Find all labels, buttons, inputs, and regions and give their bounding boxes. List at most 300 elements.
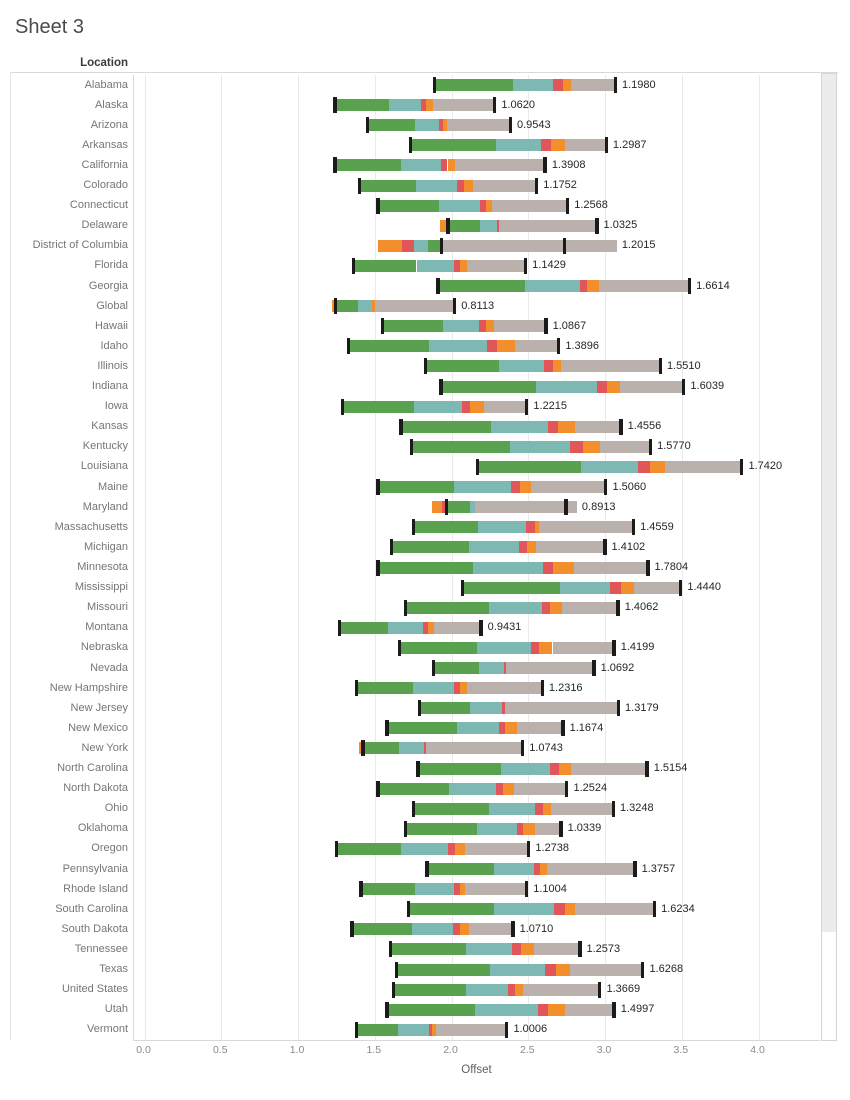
bar-cap[interactable] <box>493 97 496 113</box>
bar-segment-teal[interactable] <box>581 461 639 473</box>
bar-segment-green[interactable] <box>350 340 428 352</box>
bar-segment-teal[interactable] <box>477 642 531 654</box>
bar-segment-red[interactable] <box>542 602 550 614</box>
bar-segment-red[interactable] <box>526 521 535 533</box>
bar-cap[interactable] <box>564 499 567 515</box>
bar-segment-orange[interactable] <box>540 863 547 875</box>
bar-cap[interactable] <box>385 1002 388 1018</box>
bar-segment-green[interactable] <box>440 280 525 292</box>
bar-segment-teal[interactable] <box>560 582 610 594</box>
bar-segment-orange[interactable] <box>558 421 575 433</box>
bar-segment-green[interactable] <box>448 501 470 513</box>
bar-segment-orange[interactable] <box>563 79 572 91</box>
bar-segment-teal[interactable] <box>490 964 545 976</box>
bar-segment-teal[interactable] <box>501 763 550 775</box>
bar-cap[interactable] <box>395 962 398 978</box>
bar-cap[interactable] <box>541 680 544 696</box>
bar-cap[interactable] <box>604 479 607 495</box>
bar-segment-orange[interactable] <box>515 984 523 996</box>
row-label[interactable]: Vermont <box>87 1023 128 1036</box>
bar-cap[interactable] <box>409 137 412 153</box>
row-label[interactable]: Indiana <box>91 380 128 393</box>
bar-segment-orange[interactable] <box>448 159 455 171</box>
bar-segment-green[interactable] <box>450 220 481 232</box>
bar-cap[interactable] <box>740 459 743 475</box>
bar-segment-teal[interactable] <box>415 119 439 131</box>
row-label[interactable]: Tennessee <box>74 942 128 955</box>
bar-segment-green[interactable] <box>415 521 478 533</box>
bar-segment-gray[interactable] <box>553 642 613 654</box>
bar-segment-gray[interactable] <box>436 1024 505 1036</box>
bar-segment-gray[interactable] <box>600 441 649 453</box>
bar-segment-gray[interactable] <box>467 682 540 694</box>
bar-segment-green[interactable] <box>407 602 489 614</box>
bar-cap[interactable] <box>433 77 436 93</box>
bar-cap[interactable] <box>350 921 353 937</box>
bar-cap[interactable] <box>563 238 566 254</box>
bar-segment-teal[interactable] <box>417 260 455 272</box>
bar-segment-red[interactable] <box>550 763 559 775</box>
bar-cap[interactable] <box>619 419 622 435</box>
bar-cap[interactable] <box>535 178 538 194</box>
row-label[interactable]: Alaska <box>94 98 128 111</box>
bar-cap[interactable] <box>335 841 338 857</box>
bar-segment-green[interactable] <box>428 240 440 252</box>
bar-segment-orange[interactable] <box>607 381 620 393</box>
bar-segment-orange[interactable] <box>432 501 442 513</box>
bar-segment-gray[interactable] <box>562 602 616 614</box>
row-label[interactable]: Nevada <box>90 661 128 674</box>
bar-segment-gray[interactable] <box>536 541 603 553</box>
row-label[interactable]: Oklahoma <box>77 822 128 835</box>
bar-segment-green[interactable] <box>410 903 494 915</box>
bar-segment-teal[interactable] <box>401 843 448 855</box>
bar-segment-orange[interactable] <box>503 783 513 795</box>
bar-segment-red[interactable] <box>511 481 520 493</box>
bar-segment-gray[interactable] <box>534 943 579 955</box>
row-label[interactable]: Texas <box>99 963 128 976</box>
bar-segment-teal[interactable] <box>469 541 520 553</box>
bar-cap[interactable] <box>376 479 379 495</box>
bar-cap[interactable] <box>592 660 595 676</box>
row-label[interactable]: Colorado <box>83 179 128 192</box>
bar-cap[interactable] <box>376 198 379 214</box>
bar-segment-gray[interactable] <box>426 742 521 754</box>
bar-segment-gray[interactable] <box>434 622 479 634</box>
bar-segment-teal[interactable] <box>478 521 526 533</box>
bar-segment-teal[interactable] <box>477 823 517 835</box>
bar-segment-gray[interactable] <box>475 501 564 513</box>
bar-segment-green[interactable] <box>344 401 414 413</box>
bar-segment-green[interactable] <box>380 200 439 212</box>
bar-segment-teal[interactable] <box>414 240 428 252</box>
bar-segment-orange[interactable] <box>464 180 472 192</box>
row-label[interactable]: Pennsylvania <box>62 862 128 875</box>
bar-segment-gray[interactable] <box>571 763 645 775</box>
bar-segment-teal[interactable] <box>510 441 570 453</box>
bar-segment-gray[interactable] <box>433 99 493 111</box>
bar-segment-gray[interactable] <box>484 401 525 413</box>
bar-cap[interactable] <box>612 801 615 817</box>
bar-segment-orange[interactable] <box>455 843 465 855</box>
bar-cap[interactable] <box>511 921 514 937</box>
bar-cap[interactable] <box>598 982 601 998</box>
bar-cap[interactable] <box>440 238 443 254</box>
bar-segment-teal[interactable] <box>479 662 504 674</box>
bar-segment-green[interactable] <box>358 1024 398 1036</box>
bar-segment-green[interactable] <box>380 783 449 795</box>
row-label[interactable]: Oregon <box>91 842 128 855</box>
bar-cap[interactable] <box>412 519 415 535</box>
bar-segment-red[interactable] <box>519 541 527 553</box>
bar-segment-red[interactable] <box>544 360 553 372</box>
row-label[interactable]: Maryland <box>82 500 128 513</box>
bar-cap[interactable] <box>404 600 407 616</box>
bar-segment-green[interactable] <box>479 461 580 473</box>
bar-segment-green[interactable] <box>337 300 358 312</box>
bar-segment-red[interactable] <box>553 79 563 91</box>
bar-segment-gray[interactable] <box>514 783 566 795</box>
bar-segment-gray[interactable] <box>494 320 545 332</box>
bar-cap[interactable] <box>617 700 620 716</box>
row-label[interactable]: South Dakota <box>61 922 128 935</box>
bar-segment-green[interactable] <box>421 702 470 714</box>
bar-segment-orange[interactable] <box>553 562 574 574</box>
bar-segment-gray[interactable] <box>575 421 620 433</box>
bar-segment-green[interactable] <box>407 823 477 835</box>
bar-segment-gray[interactable] <box>469 923 512 935</box>
row-label[interactable]: Florida <box>94 259 128 272</box>
bar-segment-teal[interactable] <box>480 220 497 232</box>
bar-cap[interactable] <box>432 660 435 676</box>
bar-segment-teal[interactable] <box>496 139 541 151</box>
bar-segment-green[interactable] <box>389 1004 475 1016</box>
row-label[interactable]: Arizona <box>90 118 128 131</box>
bar-segment-gray[interactable] <box>565 1004 612 1016</box>
bar-cap[interactable] <box>381 318 384 334</box>
bar-cap[interactable] <box>334 298 337 314</box>
bar-cap[interactable] <box>561 720 564 736</box>
bar-segment-red[interactable] <box>512 943 521 955</box>
row-label[interactable]: Global <box>96 299 128 312</box>
bar-cap[interactable] <box>439 379 442 395</box>
bar-segment-teal[interactable] <box>415 883 454 895</box>
bar-segment-teal[interactable] <box>494 863 534 875</box>
bar-segment-gray[interactable] <box>506 662 592 674</box>
bar-cap[interactable] <box>399 419 402 435</box>
bar-segment-green[interactable] <box>395 984 466 996</box>
bar-cap[interactable] <box>645 761 648 777</box>
bar-segment-green[interactable] <box>398 964 490 976</box>
bar-cap[interactable] <box>612 640 615 656</box>
row-label[interactable]: South Carolina <box>55 902 128 915</box>
bar-cap[interactable] <box>418 700 421 716</box>
bar-cap[interactable] <box>333 157 336 173</box>
row-label[interactable]: Montana <box>85 621 128 634</box>
bar-segment-orange[interactable] <box>521 943 534 955</box>
row-label[interactable]: Michigan <box>83 540 128 553</box>
bar-segment-green[interactable] <box>365 742 400 754</box>
bar-segment-orange[interactable] <box>550 602 562 614</box>
bar-cap[interactable] <box>679 580 682 596</box>
bar-segment-red[interactable] <box>508 984 515 996</box>
bar-segment-green[interactable] <box>380 562 474 574</box>
bar-cap[interactable] <box>446 218 449 234</box>
bar-segment-red[interactable] <box>531 642 539 654</box>
row-label[interactable]: Ohio <box>104 802 128 815</box>
row-label[interactable]: Delaware <box>81 219 128 232</box>
bar-segment-red[interactable] <box>453 923 460 935</box>
bar-segment-orange[interactable] <box>378 240 402 252</box>
bar-cap[interactable] <box>333 97 336 113</box>
row-label[interactable]: Mississippi <box>74 581 128 594</box>
bar-cap[interactable] <box>404 821 407 837</box>
bar-segment-gray[interactable] <box>455 159 544 171</box>
row-label[interactable]: Alabama <box>84 78 128 91</box>
bar-cap[interactable] <box>566 198 569 214</box>
bar-cap[interactable] <box>352 258 355 274</box>
bar-segment-gray[interactable] <box>539 521 632 533</box>
bar-segment-red[interactable] <box>541 139 551 151</box>
bar-segment-green[interactable] <box>341 622 388 634</box>
bar-cap[interactable] <box>376 560 379 576</box>
bar-segment-green[interactable] <box>436 79 513 91</box>
bar-cap[interactable] <box>565 781 568 797</box>
bar-cap[interactable] <box>347 338 350 354</box>
bar-cap[interactable] <box>559 821 562 837</box>
bar-segment-red[interactable] <box>638 461 649 473</box>
bar-segment-gray[interactable] <box>568 501 577 513</box>
bar-segment-gray[interactable] <box>473 180 535 192</box>
bar-segment-gray[interactable] <box>443 240 563 252</box>
bar-segment-orange[interactable] <box>553 360 561 372</box>
bar-cap[interactable] <box>479 620 482 636</box>
bar-segment-green[interactable] <box>415 803 489 815</box>
bar-segment-orange[interactable] <box>539 642 553 654</box>
bar-cap[interactable] <box>525 881 528 897</box>
row-label[interactable]: Rhode Island <box>63 882 128 895</box>
bar-segment-green[interactable] <box>337 99 389 111</box>
bar-segment-gray[interactable] <box>375 300 453 312</box>
bar-segment-teal[interactable] <box>388 622 423 634</box>
bar-segment-teal[interactable] <box>389 99 421 111</box>
bar-segment-orange[interactable] <box>548 1004 565 1016</box>
row-label[interactable]: New York <box>81 741 128 754</box>
bar-segment-teal[interactable] <box>454 481 511 493</box>
bar-segment-gray[interactable] <box>571 79 613 91</box>
bar-cap[interactable] <box>524 258 527 274</box>
bar-cap[interactable] <box>359 881 362 897</box>
row-label[interactable]: Kentucky <box>82 440 128 453</box>
bar-segment-teal[interactable] <box>457 722 498 734</box>
bar-segment-gray[interactable] <box>467 260 523 272</box>
bar-segment-green[interactable] <box>384 320 443 332</box>
bar-cap[interactable] <box>525 399 528 415</box>
bar-cap[interactable] <box>603 539 606 555</box>
bar-segment-gray[interactable] <box>535 823 559 835</box>
bar-cap[interactable] <box>612 1002 615 1018</box>
bar-segment-gray[interactable] <box>499 220 595 232</box>
bar-cap[interactable] <box>578 941 581 957</box>
bar-segment-gray[interactable] <box>565 139 605 151</box>
bar-segment-orange[interactable] <box>587 280 599 292</box>
bar-segment-red[interactable] <box>457 180 464 192</box>
bar-segment-teal[interactable] <box>401 159 441 171</box>
bar-segment-gray[interactable] <box>551 803 611 815</box>
bar-segment-red[interactable] <box>499 722 506 734</box>
bar-segment-gray[interactable] <box>531 481 605 493</box>
bar-cap[interactable] <box>366 117 369 133</box>
bar-segment-gray[interactable] <box>665 461 740 473</box>
bar-segment-gray[interactable] <box>561 360 659 372</box>
bar-cap[interactable] <box>614 77 617 93</box>
bar-segment-green[interactable] <box>403 421 491 433</box>
bar-segment-teal[interactable] <box>398 1024 429 1036</box>
bar-segment-gray[interactable] <box>570 964 641 976</box>
bar-segment-red[interactable] <box>496 783 504 795</box>
row-label[interactable]: North Dakota <box>63 782 128 795</box>
bar-segment-orange[interactable] <box>523 823 535 835</box>
bar-segment-gray[interactable] <box>447 119 509 131</box>
bar-cap[interactable] <box>392 982 395 998</box>
bar-segment-red[interactable] <box>535 803 543 815</box>
row-label[interactable]: Louisiana <box>80 460 128 473</box>
bar-segment-green[interactable] <box>443 381 537 393</box>
row-label[interactable]: Kansas <box>91 420 128 433</box>
bar-cap[interactable] <box>436 278 439 294</box>
bar-cap[interactable] <box>398 640 401 656</box>
bar-segment-teal[interactable] <box>412 923 453 935</box>
bar-segment-red[interactable] <box>545 964 556 976</box>
bar-segment-gray[interactable] <box>517 722 562 734</box>
row-label[interactable]: District of Columbia <box>32 239 128 252</box>
bar-cap[interactable] <box>595 218 598 234</box>
bar-cap[interactable] <box>653 901 656 917</box>
bar-segment-orange[interactable] <box>426 99 433 111</box>
bar-segment-gray[interactable] <box>465 883 524 895</box>
bar-segment-teal[interactable] <box>413 682 454 694</box>
bar-cap[interactable] <box>605 137 608 153</box>
bar-segment-teal[interactable] <box>489 803 535 815</box>
bar-cap[interactable] <box>632 519 635 535</box>
bar-segment-teal[interactable] <box>499 360 544 372</box>
bar-segment-green[interactable] <box>412 139 496 151</box>
bar-segment-green[interactable] <box>363 883 415 895</box>
bar-segment-orange[interactable] <box>551 139 565 151</box>
bar-segment-gray[interactable] <box>634 582 679 594</box>
bar-segment-red[interactable] <box>448 843 455 855</box>
bar-cap[interactable] <box>616 600 619 616</box>
row-label[interactable]: Nebraska <box>80 641 128 654</box>
bar-cap[interactable] <box>509 117 512 133</box>
bar-cap[interactable] <box>424 358 427 374</box>
bar-segment-red[interactable] <box>597 381 607 393</box>
bar-segment-red[interactable] <box>543 562 553 574</box>
row-label[interactable]: Maine <box>98 480 128 493</box>
bar-segment-gray[interactable] <box>566 240 617 252</box>
bar-cap[interactable] <box>543 157 546 173</box>
bar-cap[interactable] <box>410 439 413 455</box>
bar-segment-green[interactable] <box>380 481 454 493</box>
bar-segment-orange[interactable] <box>565 903 576 915</box>
bar-segment-teal[interactable] <box>536 381 597 393</box>
row-label[interactable]: California <box>81 158 128 171</box>
bar-segment-green[interactable] <box>420 763 501 775</box>
bar-cap[interactable] <box>358 178 361 194</box>
bar-segment-gray[interactable] <box>492 200 565 212</box>
bar-segment-gray[interactable] <box>547 863 633 875</box>
bar-segment-orange[interactable] <box>556 964 569 976</box>
row-label[interactable]: Arkansas <box>82 138 128 151</box>
bar-segment-gray[interactable] <box>599 280 688 292</box>
bar-segment-orange[interactable] <box>621 582 633 594</box>
bar-cap[interactable] <box>416 761 419 777</box>
bar-segment-teal[interactable] <box>399 742 424 754</box>
bar-segment-teal[interactable] <box>475 1004 538 1016</box>
bar-segment-gray[interactable] <box>505 702 617 714</box>
bar-segment-orange[interactable] <box>527 541 536 553</box>
row-label[interactable]: New Mexico <box>68 721 128 734</box>
bar-segment-gray[interactable] <box>523 984 598 996</box>
bar-segment-orange[interactable] <box>520 481 531 493</box>
bar-segment-orange[interactable] <box>505 722 516 734</box>
bar-cap[interactable] <box>385 720 388 736</box>
bar-segment-green[interactable] <box>393 541 468 553</box>
bar-segment-teal[interactable] <box>525 280 580 292</box>
row-label[interactable]: Hawaii <box>94 319 128 332</box>
bar-segment-green[interactable] <box>429 863 494 875</box>
bar-segment-orange[interactable] <box>460 923 469 935</box>
bar-segment-teal[interactable] <box>466 943 513 955</box>
bar-segment-teal[interactable] <box>513 79 553 91</box>
bar-segment-green[interactable] <box>435 662 479 674</box>
row-label[interactable]: Illinois <box>97 359 128 372</box>
bar-segment-teal[interactable] <box>473 562 543 574</box>
bar-cap[interactable] <box>633 861 636 877</box>
bar-segment-orange[interactable] <box>559 763 571 775</box>
vertical-scrollbar[interactable] <box>821 73 837 1041</box>
bar-cap[interactable] <box>355 680 358 696</box>
bar-segment-green[interactable] <box>361 180 415 192</box>
bar-cap[interactable] <box>338 620 341 636</box>
bar-segment-orange[interactable] <box>486 320 494 332</box>
bar-segment-green[interactable] <box>338 843 401 855</box>
bar-cap[interactable] <box>412 801 415 817</box>
bar-segment-green[interactable] <box>392 943 466 955</box>
bar-segment-green[interactable] <box>354 923 412 935</box>
bar-segment-orange[interactable] <box>497 340 515 352</box>
bar-cap[interactable] <box>390 539 393 555</box>
bar-cap[interactable] <box>407 901 410 917</box>
bar-cap[interactable] <box>389 941 392 957</box>
bar-cap[interactable] <box>425 861 428 877</box>
bar-segment-red[interactable] <box>462 401 470 413</box>
bar-segment-teal[interactable] <box>416 180 457 192</box>
bar-segment-teal[interactable] <box>489 602 542 614</box>
bar-cap[interactable] <box>453 298 456 314</box>
bar-segment-green[interactable] <box>369 119 415 131</box>
bar-cap[interactable] <box>361 740 364 756</box>
row-label[interactable]: Missouri <box>87 601 128 614</box>
bar-segment-green[interactable] <box>358 682 412 694</box>
bar-cap[interactable] <box>521 740 524 756</box>
bar-segment-gray[interactable] <box>574 562 646 574</box>
bar-segment-red[interactable] <box>570 441 583 453</box>
bar-segment-teal[interactable] <box>439 200 480 212</box>
bar-segment-green[interactable] <box>389 722 457 734</box>
bar-cap[interactable] <box>646 560 649 576</box>
bar-cap[interactable] <box>355 1022 358 1038</box>
